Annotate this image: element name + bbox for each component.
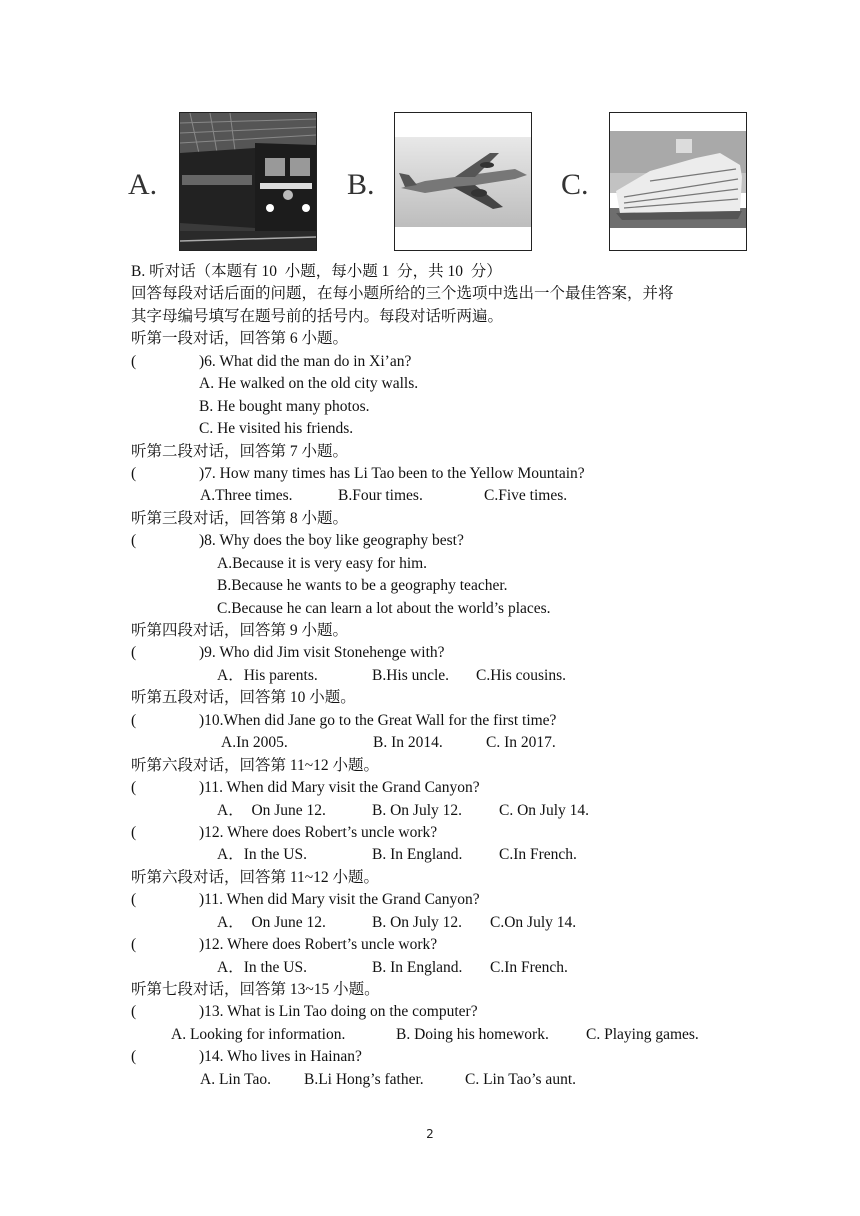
options-row xyxy=(131,665,751,687)
answer-option: A. He walked on the old city walls. xyxy=(199,375,419,393)
answer-option: A．In the US. xyxy=(217,958,307,976)
answer-option: B.Four times. xyxy=(338,487,423,505)
picture-options xyxy=(128,110,768,255)
options-row xyxy=(131,418,751,440)
airplane-photo-icon xyxy=(394,112,532,251)
answer-bracket[interactable]: ( xyxy=(131,936,137,954)
train-photo-icon xyxy=(179,112,317,251)
answer-bracket[interactable]: ( xyxy=(131,464,137,482)
options-row xyxy=(131,373,751,395)
question-row xyxy=(131,822,751,844)
options-row xyxy=(131,553,751,575)
options-row xyxy=(131,1024,751,1046)
question-text: )6. What did the man do in Xi’an? xyxy=(199,352,412,370)
answer-bracket[interactable]: ( xyxy=(131,1048,137,1066)
question-text: )12. Where does Robert’s uncle work? xyxy=(199,823,438,841)
answer-bracket[interactable]: ( xyxy=(131,823,137,841)
question-text: )11. When did Mary visit the Grand Canyon? xyxy=(199,779,480,797)
answer-option: B.Because he wants to be a geography teacher. xyxy=(217,577,508,595)
answer-bracket[interactable]: ( xyxy=(131,532,137,550)
option-label-a: A. xyxy=(128,168,158,201)
options-row xyxy=(131,575,751,597)
options-row xyxy=(131,1069,751,1091)
answer-bracket[interactable]: ( xyxy=(131,779,137,797)
answer-bracket[interactable]: ( xyxy=(131,1003,137,1021)
question-row xyxy=(131,777,751,799)
dialogue-heading: 听第七段对话，回答第 13~15 小题。 xyxy=(131,981,380,998)
question-text: )12. Where does Robert’s uncle work? xyxy=(199,936,438,954)
answer-option: A. Lin Tao. xyxy=(200,1070,271,1088)
question-text: )9. Who did Jim visit Stonehenge with? xyxy=(199,644,445,662)
answer-option: C. He visited his friends. xyxy=(199,420,354,438)
instruction-line: 回答每段对话后面的问题，在每小题所给的三个选项中选出一个最佳答案，并将 xyxy=(131,285,674,303)
answer-option: C. On July 14. xyxy=(499,801,589,819)
dialogue-heading: 听第六段对话，回答第 11~12 小题。 xyxy=(131,868,380,886)
options-row xyxy=(131,732,751,754)
answer-option: C. Playing games. xyxy=(586,1025,699,1043)
options-row xyxy=(131,485,751,507)
question-blocks xyxy=(131,328,751,1091)
question-row xyxy=(131,1046,751,1068)
answer-option: A．His parents. xyxy=(217,666,318,684)
answer-option: B. On July 12. xyxy=(372,801,462,819)
cruise-ship-photo-icon xyxy=(609,112,747,251)
answer-option: C.Five times. xyxy=(484,487,568,505)
question-row xyxy=(131,710,751,732)
question-row xyxy=(131,889,751,911)
answer-option: C.Because he can learn a lot about the world’s places. xyxy=(217,599,551,617)
answer-bracket[interactable]: ( xyxy=(131,891,137,909)
answer-bracket[interactable]: ( xyxy=(131,711,137,729)
dialogue-heading: 听第五段对话，回答第 10 小题。 xyxy=(131,689,356,707)
question-text: )8. Why does the boy like geography best? xyxy=(199,532,464,550)
option-label-c: C. xyxy=(561,168,589,201)
options-row xyxy=(131,800,751,822)
dialogue-heading: 听第一段对话，回答第 6 小题。 xyxy=(131,330,349,348)
question-row xyxy=(131,463,751,485)
question-text: )13. What is Lin Tao doing on the computer? xyxy=(199,1003,478,1021)
answer-option: A.In 2005. xyxy=(221,734,288,752)
answer-option: C.On July 14. xyxy=(490,913,577,931)
answer-option: B. In England. xyxy=(372,846,463,864)
answer-option: C.In French. xyxy=(490,958,568,976)
answer-option: A． On June 12. xyxy=(217,913,326,931)
options-row xyxy=(131,957,751,979)
answer-option: B. On July 12. xyxy=(372,913,462,931)
options-row xyxy=(131,598,751,620)
question-row xyxy=(131,1001,751,1023)
answer-bracket[interactable]: ( xyxy=(131,352,137,370)
options-row xyxy=(131,844,751,866)
question-row xyxy=(131,642,751,664)
answer-option: C. In 2017. xyxy=(486,734,556,752)
dialogue-heading: 听第四段对话，回答第 9 小题。 xyxy=(131,622,349,639)
question-text: )7. How many times has Li Tao been to the Yellow Mountain? xyxy=(199,464,585,482)
question-row xyxy=(131,934,751,956)
answer-option: A.Three times. xyxy=(200,487,293,505)
listening-section xyxy=(131,261,751,1091)
answer-option: B. In England. xyxy=(372,958,463,976)
answer-option: B. In 2014. xyxy=(373,734,443,752)
question-row xyxy=(131,351,751,373)
answer-option: B.Li Hong’s father. xyxy=(304,1070,424,1088)
answer-option: C. Lin Tao’s aunt. xyxy=(465,1070,576,1088)
answer-option: A．In the US. xyxy=(217,846,307,864)
answer-option: A． On June 12. xyxy=(217,801,326,819)
option-label-b: B. xyxy=(347,168,375,201)
answer-option: B. He bought many photos. xyxy=(199,397,370,415)
question-text: )10.When did Jane go to the Great Wall for the first time? xyxy=(199,711,557,729)
question-row xyxy=(131,530,751,552)
instruction-line: 其字母编号填写在题号前的括号内。每段对话听两遍。 xyxy=(131,307,504,325)
options-row xyxy=(131,912,751,934)
dialogue-heading: 听第六段对话，回答第 11~12 小题。 xyxy=(131,756,380,774)
question-text: )11. When did Mary visit the Grand Canyon? xyxy=(199,891,480,909)
answer-option: C.In French. xyxy=(499,846,577,864)
answer-option: B. Doing his homework. xyxy=(396,1025,549,1043)
dialogue-heading: 听第二段对话，回答第 7 小题。 xyxy=(131,442,349,460)
dialogue-heading: 听第三段对话，回答第 8 小题。 xyxy=(131,509,349,527)
answer-option: A. Looking for information. xyxy=(171,1025,346,1043)
section-title: B. 听对话（本题有 10 小题，每小题 1 分，共 10 分） xyxy=(131,263,502,280)
options-row xyxy=(131,396,751,418)
answer-option: B.His uncle. xyxy=(372,666,450,684)
answer-option: A.Because it is very easy for him. xyxy=(217,554,428,572)
answer-bracket[interactable]: ( xyxy=(131,644,137,662)
answer-option: C.His cousins. xyxy=(476,666,566,684)
question-text: )14. Who lives in Hainan? xyxy=(199,1048,362,1066)
page-number: 2 xyxy=(426,1127,434,1141)
